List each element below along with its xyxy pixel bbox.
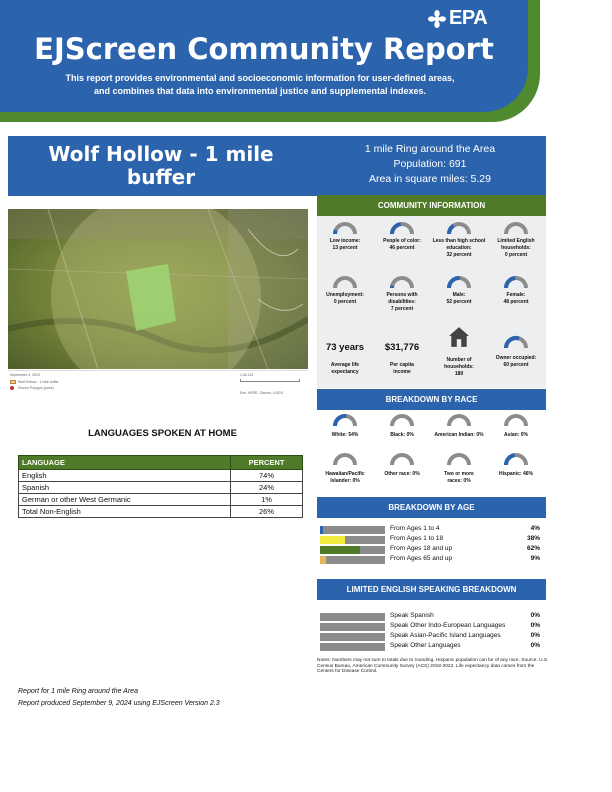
- race-label-line1: Hawaiian/Pacific: [325, 471, 365, 477]
- race-gauge: [502, 451, 530, 467]
- languages-header-row: [19, 456, 303, 470]
- race-label-line1: Hispanic: 46%: [499, 471, 533, 477]
- gauge-track: [335, 278, 355, 288]
- col-language: LANGUAGE: [19, 456, 231, 470]
- table-row: [19, 494, 303, 506]
- community-label: [431, 292, 487, 306]
- bar-track: [320, 526, 385, 534]
- report-title: EJScreen Community Report: [34, 32, 494, 66]
- per-capita-label: Per capita income: [390, 362, 414, 375]
- bar-track: [320, 546, 385, 554]
- percent-cell: 74%: [231, 470, 303, 482]
- legend-point: Source Polygon (point): [18, 386, 54, 390]
- bar-label: From Ages 1 to 18: [390, 535, 444, 542]
- race-label: [431, 471, 487, 485]
- gauge-track: [506, 224, 526, 234]
- bar-value: 4%: [530, 525, 540, 532]
- bar-fill: [320, 526, 323, 534]
- race-label-line1: Black: 0%: [390, 432, 414, 438]
- race-label: [374, 471, 430, 478]
- bar-row: [320, 555, 546, 564]
- area-square-miles: Area in square miles: 5.29: [369, 173, 491, 185]
- life-expectancy-label: Average life expectancy: [330, 362, 360, 375]
- race-label-line1: White: 54%: [331, 432, 359, 438]
- bar-label: From Ages 18 and up: [390, 545, 453, 552]
- community-label-line2: 13 percent: [332, 245, 358, 251]
- gauge-track: [335, 455, 355, 465]
- satellite-map: [8, 209, 308, 369]
- race-label-line1: Two or more: [444, 471, 474, 477]
- bar-track: [320, 536, 385, 544]
- bar-label: From Ages 1 to 4: [390, 525, 440, 532]
- age-header: BREAKDOWN BY AGE: [317, 497, 546, 518]
- bar-fill: [320, 546, 360, 554]
- bar-fill: [320, 536, 345, 544]
- race-label: [317, 471, 373, 485]
- language-cell: German or other West Germanic: [19, 494, 231, 506]
- community-label-line1: Persons with disabilities:: [386, 292, 418, 305]
- bar-value: 0%: [530, 612, 540, 619]
- race-gauge: [445, 412, 473, 428]
- community-label: [317, 238, 373, 252]
- race-label-line1: American Indian: 0%: [434, 432, 484, 438]
- area-name-line2: buffer: [126, 165, 196, 189]
- area-summary: [314, 142, 546, 187]
- bar-value: 38%: [526, 535, 540, 542]
- bar-row: [320, 622, 546, 631]
- limited-english-header: LIMITED ENGLISH SPEAKING BREAKDOWN: [317, 579, 546, 600]
- race-label-line1: Other race: 0%: [384, 471, 420, 477]
- race-gauge: [445, 451, 473, 467]
- bar-label: Speak Other Languages: [390, 642, 461, 649]
- house-icon: [448, 326, 470, 348]
- community-label: [374, 292, 430, 313]
- gauge-fill: [449, 226, 454, 234]
- bar-row: [320, 612, 546, 621]
- community-label-line2: 0 percent: [333, 299, 357, 305]
- percent-cell: 1%: [231, 494, 303, 506]
- owner-occupied-line1: Owner occupied:: [495, 355, 537, 361]
- race-label: [488, 432, 544, 439]
- race-label: [431, 432, 487, 439]
- gauge-track: [506, 416, 526, 426]
- race-gauge: [331, 412, 359, 428]
- gauge-fill: [335, 416, 346, 426]
- community-gauge: [388, 274, 416, 290]
- race-gauge: [502, 412, 530, 428]
- gauge-fill: [506, 338, 519, 348]
- bar-row: [320, 545, 546, 554]
- gauge-fill: [506, 278, 515, 288]
- bar-label: From Ages 65 and up: [390, 555, 453, 562]
- community-label-line2: 32 percent: [446, 252, 472, 258]
- community-label-line1: Less than high school education:: [432, 238, 486, 251]
- community-info-panel: [317, 216, 546, 388]
- community-gauge: [445, 274, 473, 290]
- report-subtitle: [30, 72, 490, 98]
- bar-value: 9%: [530, 555, 540, 562]
- owner-occupied-gauge: [502, 334, 530, 350]
- epa-flower-icon: [428, 10, 446, 28]
- gauge-fill: [335, 230, 336, 234]
- community-label-line2: 48 percent: [503, 299, 529, 305]
- race-label: [317, 432, 373, 439]
- race-label: [488, 471, 544, 478]
- epa-logo-text: EPA: [449, 7, 488, 29]
- bar-track: [320, 633, 385, 641]
- bar-row: [320, 632, 546, 641]
- life-expectancy-value: 73 years: [325, 342, 365, 353]
- bar-label: Speak Other Indo-European Languages: [390, 622, 506, 629]
- households-label: [431, 357, 487, 378]
- bar-row: [320, 642, 546, 651]
- bar-row: [320, 525, 546, 534]
- report-subtitle-line1: This report provides environmental and socioeconomic information for user-defined areas,: [65, 73, 455, 83]
- community-label-line1: Female:: [506, 292, 526, 298]
- percent-cell: 26%: [231, 506, 303, 518]
- gauge-fill: [449, 278, 460, 288]
- area-name-line1: Wolf Hollow - 1 mile: [48, 142, 274, 166]
- bar-value: 0%: [530, 622, 540, 629]
- footer-report-produced: Report produced September 9, 2024 using EJScreen Version 2.3: [18, 700, 220, 707]
- community-label-line1: People of color:: [383, 238, 421, 244]
- community-gauge: [331, 274, 359, 290]
- households-label-line2: 189: [454, 371, 464, 377]
- col-percent: PERCENT: [231, 456, 303, 470]
- bar-track: [320, 556, 385, 564]
- race-gauge: [388, 451, 416, 467]
- community-label-line1: Unemployment:: [326, 292, 364, 298]
- legend-swatch-point: [10, 386, 14, 390]
- epa-logo: [428, 7, 487, 30]
- community-label-line2: 7 percent: [390, 306, 414, 312]
- community-label-line1: Low income:: [329, 238, 361, 244]
- community-gauge: [502, 220, 530, 236]
- community-label: [317, 292, 373, 306]
- bar-value: 62%: [526, 545, 540, 552]
- population: Population: 691: [393, 158, 467, 170]
- bar-track: [320, 643, 385, 651]
- table-row: [19, 482, 303, 494]
- area-title-band: [8, 136, 546, 196]
- gauge-track: [392, 416, 412, 426]
- community-label-line2: 0 percent: [504, 252, 528, 258]
- map-date: September 9, 2024: [10, 373, 40, 377]
- community-label-line1: Male:: [452, 292, 466, 298]
- bar-value: 0%: [530, 642, 540, 649]
- languages-table: [18, 455, 303, 518]
- community-gauge: [331, 220, 359, 236]
- community-label-line2: 46 percent: [389, 245, 415, 251]
- race-panel: [317, 410, 546, 494]
- area-name: [8, 136, 314, 196]
- owner-occupied-label: [488, 355, 544, 369]
- language-cell: English: [19, 470, 231, 482]
- footer-report-area: Report for 1 mile Ring around the Area: [18, 688, 138, 695]
- owner-occupied-line2: 60 percent: [503, 362, 529, 368]
- race-header: BREAKDOWN BY RACE: [317, 389, 546, 410]
- gauge-track: [392, 278, 412, 288]
- community-gauge: [502, 274, 530, 290]
- scale-bar: [240, 379, 300, 382]
- race-gauge: [388, 412, 416, 428]
- gauge-fill: [506, 455, 515, 465]
- percent-cell: 24%: [231, 482, 303, 494]
- map-legend: [8, 370, 308, 400]
- per-capita-value: $31,776: [384, 342, 420, 353]
- bar-track: [320, 623, 385, 631]
- bar-track: [320, 613, 385, 621]
- map-image: [8, 209, 308, 369]
- bar-value: 0%: [530, 632, 540, 639]
- community-gauge: [445, 220, 473, 236]
- community-label: [374, 238, 430, 252]
- community-label: [431, 238, 487, 259]
- community-label-line1: Limited English households:: [497, 238, 535, 251]
- notes: Notes: Numbers may not sum to totals due to rounding. Hispanic population can be of any race. Source: U.S. Census Bureau, American Community Survey (ACS) 2018-2022. Life expectancy data comes from the Centers for Disease Control.: [317, 658, 549, 675]
- map-credit: Esri, HERE, Garmin, USGS: [240, 391, 283, 395]
- community-label-line2: 52 percent: [446, 299, 472, 305]
- gauge-fill: [392, 224, 401, 234]
- legend-swatch-buffer: [10, 380, 16, 384]
- table-row: [19, 506, 303, 518]
- ring-description: 1 mile Ring around the Area: [364, 143, 496, 155]
- bar-fill: [320, 556, 326, 564]
- language-cell: Total Non-English: [19, 506, 231, 518]
- community-gauge: [388, 220, 416, 236]
- race-label-line1: Asian: 0%: [504, 432, 528, 438]
- race-label: [374, 432, 430, 439]
- report-subtitle-line2: and combines that data into environmental justice and supplemental indexes.: [93, 86, 427, 96]
- bar-label: Speak Spanish: [390, 612, 434, 619]
- race-label-line2: races: 0%: [447, 478, 471, 484]
- households-label-line1: Number of households:: [444, 357, 474, 370]
- gauge-track: [449, 416, 469, 426]
- race-gauge: [331, 451, 359, 467]
- gauge-track: [335, 224, 355, 234]
- community-info-header: COMMUNITY INFORMATION: [317, 195, 546, 216]
- gauge-track: [392, 455, 412, 465]
- bar-label: Speak Asian-Pacific Island Languages: [390, 632, 501, 639]
- table-row: [19, 470, 303, 482]
- language-cell: Spanish: [19, 482, 231, 494]
- bar-row: [320, 535, 546, 544]
- race-label-line2: Islander: 0%: [330, 478, 360, 484]
- community-label: [488, 292, 544, 306]
- legend-buffer: Wolf Hollow - 1 mile buffer: [18, 380, 59, 384]
- community-label: [488, 238, 544, 259]
- languages-title: LANGUAGES SPOKEN AT HOME: [88, 428, 237, 439]
- gauge-track: [449, 455, 469, 465]
- map-scale: 1:36,112: [240, 373, 254, 377]
